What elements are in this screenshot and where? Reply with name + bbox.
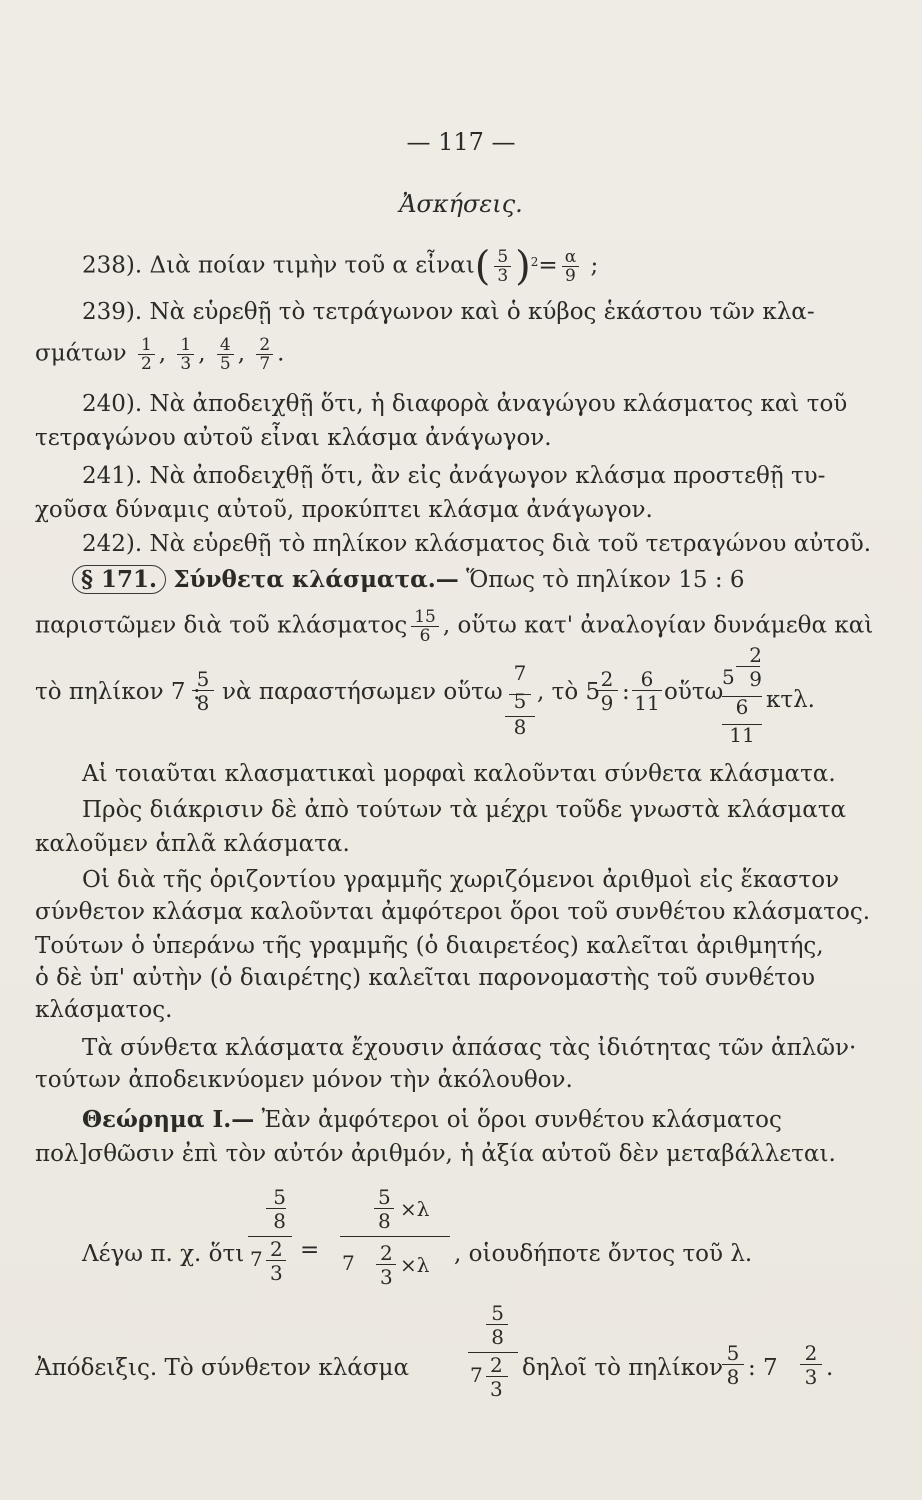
theorem-label: Θεώρημα Ι.— (82, 1106, 255, 1133)
theorem-line2: πολ]σθῶσιν ἐπὶ τὸν αὐτόν ἀριθμόν, ἡ ἀξία αὐτοῦ δὲν μεταβάλλεται. (35, 1141, 836, 1167)
paragraph-3-line3: Τούτων ὁ ὑπεράνω τῆς γραμμῆς (ὁ διαιρετέος) καλεῖται ἀριθμητής, (35, 933, 824, 959)
text-ktl: κτλ. (766, 687, 815, 713)
exercise-239-line1: 239). Νὰ εὑρεθῇ τὸ τετράγωνον καὶ ὁ κύβος ἑκάστου τῶν κλα- (82, 299, 815, 325)
compound-fraction-5-2-9: 2 5 9 6 11 (722, 643, 762, 747)
paragraph-3-line1: Οἱ διὰ τῆς ὁριζοντίου γραμμῆς χωριζόμενοι ἀριθμοὶ εἰς ἕκαστον (82, 867, 840, 893)
theorem-line1: Θεώρημα Ι.— Ἐὰν ἀμφότεροι οἱ ὅροι συνθέτου κλάσματος (82, 1106, 782, 1133)
fraction-2-3-proof: 2 3 (800, 1342, 822, 1388)
text-outo: οὕτω (664, 679, 724, 705)
proof-compound-fraction: 5 8 7 2 3 (468, 1302, 518, 1404)
fraction: $\frac{4}{5}$ (217, 336, 234, 373)
exercise-238: 238). Διὰ ποίαν τιμὴν τοῦ α εἶναι( $\frac{5}{3}$ )$^2$= $\frac{\alpha}{9}$ ; (82, 243, 599, 290)
fraction: $\frac{5}{3}$ (494, 248, 511, 285)
proof-quotient-text: δηλοῖ τὸ πηλίκον (522, 1355, 723, 1381)
exercise-239-line2: σμάτων $\frac{1}{2}$ , $\frac{1}{3}$ , $\frac{4}{5}$ , $\frac{2}{7}$ . (35, 335, 285, 374)
exercise-242: 242). Νὰ εὑρεθῇ τὸ πηλίκον κλάσματος διὰ τοῦ τετραγώνου αὐτοῦ. (82, 531, 872, 557)
fraction: $\frac{\alpha}{9}$ (562, 248, 579, 285)
fraction-5-8: 5 8 (192, 668, 214, 714)
fraction: $\frac{1}{2}$ (138, 336, 155, 373)
equals-sign: = (300, 1237, 320, 1263)
exercise-241-line1: 241). Νὰ ἀποδειχθῇ ὅτι, ἂν εἰς ἀνάγωγον κλάσμα προστεθῇ τυ- (82, 463, 826, 489)
proof-divide-7: : 7 (748, 1355, 778, 1381)
paragraph-3-line2: σύνθετον κλάσμα καλοῦνται ἀμφότεροι ὅροι τοῦ συνθέτου κλάσματος. (35, 899, 871, 925)
example-left-fraction: 5 8 7 2 3 (248, 1186, 292, 1288)
proof-period: . (826, 1355, 834, 1381)
paragraph-4-line2: τούτων ἀποδεικνύομεν μόνον τὴν ἀκόλουθον. (35, 1067, 573, 1093)
section-171-header: § 171. Σύνθετα κλάσματα.— Ὅπως τὸ πηλίκον 15 : 6 (82, 566, 745, 594)
fraction-6-11: 6 11 (632, 668, 662, 714)
paragraph-3-line5: κλάσματος. (35, 997, 173, 1023)
section-line3-text: τὸ πηλίκον 7 : (35, 679, 201, 705)
colon: : (622, 679, 630, 705)
section-line2: παριστῶμεν διὰ τοῦ κλάσματος $\frac{15}{6}$ , οὕτω κατ' ἀναλογίαν δυνάμεθα καὶ (35, 607, 874, 646)
section-title: Σύνθετα κλάσματα.— (173, 566, 459, 593)
paragraph-1: Αἱ τοιαῦται κλασματικαὶ μορφαὶ καλοῦνται σύνθετα κλάσματα. (82, 761, 836, 787)
section-heading: Ἀσκήσεις. (399, 190, 523, 218)
paragraph-2-line1: Πρὸς διάκρισιν δὲ ἀπὸ τούτων τὰ μέχρι τοῦδε γνωστὰ κλάσματα (82, 797, 847, 823)
example-tail: , οἱουδήποτε ὄντος τοῦ λ. (454, 1241, 753, 1267)
paragraph-4-line1: Τὰ σύνθετα κλάσματα ἔχουσιν ἁπάσας τὰς ἰδιότητας τῶν ἁπλῶν· (82, 1035, 857, 1061)
section-number: § 171. (72, 565, 166, 594)
paragraph-3-line4: ὁ δὲ ὑπ' αὐτὴν (ὁ διαιρέτης) καλεῖται παρονομαστὴς τοῦ συνθέτου (35, 965, 815, 991)
fraction-5-8-proof: 5 8 (722, 1342, 744, 1388)
proof-text: Ἀπόδειξις. Τὸ σύνθετον κλάσμα (35, 1355, 409, 1381)
compound-fraction-7: 7 5 8 (505, 662, 535, 738)
exercise-241-line2: χοῦσα δύναμις αὐτοῦ, προκύπτει κλάσμα ἀνάγωγον. (35, 497, 653, 523)
exercise-240-line2: τετραγώνου αὐτοῦ εἶναι κλάσμα ἀνάγωγον. (35, 425, 552, 451)
example-text: Λέγω π. χ. ὅτι (82, 1241, 245, 1267)
fraction-2-9: 2 9 (596, 668, 618, 714)
exercise-240-line1: 240). Νὰ ἀποδειχθῇ ὅτι, ἡ διαφορὰ ἀναγώγου κλάσματος καὶ τοῦ (82, 391, 848, 417)
example-right-fraction: 5 8 ×λ 7 2 3 ×λ (340, 1186, 460, 1292)
text-to-5: , τὸ 5 (537, 679, 601, 705)
fraction: $\frac{15}{6}$ (411, 608, 439, 645)
text-represent: νὰ παραστήσωμεν οὕτω (222, 679, 503, 705)
fraction: $\frac{2}{7}$ (256, 336, 273, 373)
paragraph-2-line2: καλοῦμεν ἁπλᾶ κλάσματα. (35, 831, 350, 857)
fraction: $\frac{1}{3}$ (177, 336, 194, 373)
page-number: — 117 — (406, 128, 516, 156)
